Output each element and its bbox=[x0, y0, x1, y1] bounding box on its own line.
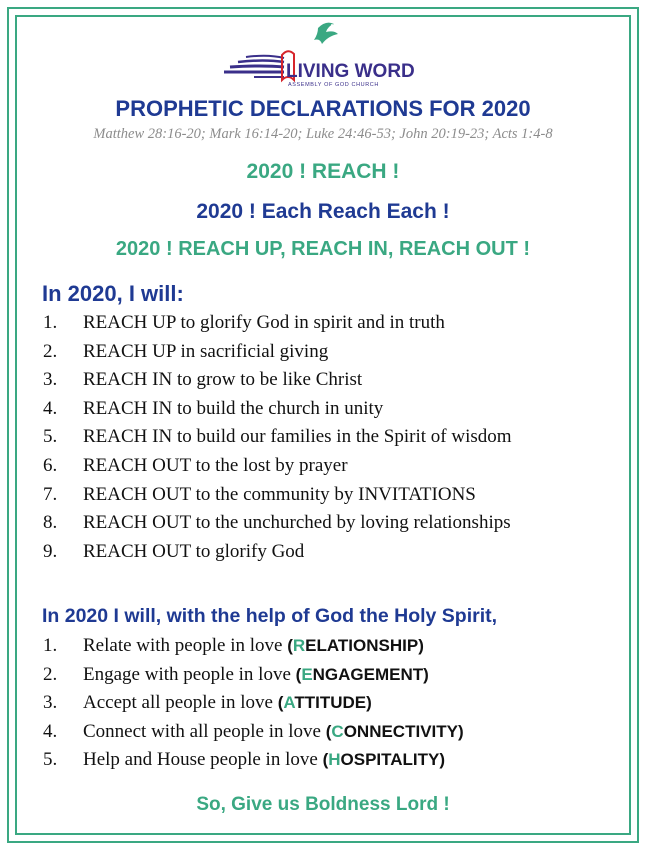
keyword-initial: E bbox=[301, 664, 313, 684]
item-text: REACH UP in sacrificial giving bbox=[83, 340, 329, 362]
item-text: REACH IN to build our families in the Spirit of wisdom bbox=[83, 426, 512, 448]
keyword-rest: ONNECTIVITY bbox=[343, 721, 458, 741]
keyword-rest: ELATIONSHIP bbox=[305, 636, 419, 655]
item-number: 5. bbox=[43, 749, 58, 771]
item-text: REACH IN to build the church in unity bbox=[83, 397, 384, 419]
paren-close: ) bbox=[423, 664, 429, 684]
item-text: REACH OUT to the community by INVITATIONS bbox=[83, 483, 476, 505]
item-sentence: Relate with people in love bbox=[83, 635, 288, 656]
keyword-rest: TTITUDE bbox=[294, 693, 367, 713]
paren-open: ( bbox=[325, 721, 332, 741]
item-number: 6. bbox=[43, 454, 58, 476]
paren-open: ( bbox=[287, 636, 293, 655]
item-number: 1. bbox=[43, 635, 58, 656]
item-keyword bbox=[278, 693, 372, 712]
paren-open: ( bbox=[277, 693, 284, 713]
section-2-heading: In 2020 I will, with the help of God the Holy Spirit, bbox=[42, 605, 498, 627]
logo-subtitle: ASSEMBLY OF GOD CHURCH bbox=[288, 82, 379, 88]
item-text: REACH OUT to the unchurched by loving relationships bbox=[83, 512, 511, 534]
item-sentence: Engage with people in love bbox=[83, 663, 296, 685]
item-text bbox=[83, 749, 445, 771]
keyword-initial: A bbox=[283, 693, 295, 713]
item-number: 4. bbox=[43, 720, 58, 742]
keyword-initial: H bbox=[328, 750, 341, 770]
scripture-references: Matthew 28:16-20; Mark 16:14-20; Luke 24:46-53; John 20:19-23; Acts 1:4-8 bbox=[93, 126, 553, 142]
item-number: 4. bbox=[43, 397, 58, 419]
item-keyword bbox=[296, 665, 429, 684]
item-text bbox=[83, 635, 424, 657]
item-number: 8. bbox=[43, 512, 58, 534]
item-sentence: Accept all people in love bbox=[83, 692, 278, 714]
logo-wordmark: LIVING WORD bbox=[286, 61, 415, 82]
item-number: 3. bbox=[43, 692, 58, 714]
keyword-initial: R bbox=[292, 636, 306, 655]
paren-open: ( bbox=[322, 750, 329, 770]
item-sentence: Connect with all people in love bbox=[83, 720, 326, 742]
item-keyword bbox=[323, 750, 445, 769]
theme-line-2: 2020 ! Each Reach Each ! bbox=[196, 200, 450, 223]
item-keyword bbox=[326, 722, 464, 741]
paren-close: ) bbox=[457, 721, 464, 741]
item-number: 5. bbox=[43, 426, 58, 448]
item-text bbox=[83, 664, 429, 686]
paren-open: ( bbox=[295, 664, 302, 684]
item-sentence: Help and House people in love bbox=[83, 749, 323, 771]
paren-close: ) bbox=[439, 750, 446, 770]
keyword-initial: C bbox=[331, 721, 344, 741]
item-number: 2. bbox=[43, 663, 58, 685]
paren-close: ) bbox=[418, 636, 424, 655]
church-logo bbox=[222, 18, 422, 90]
item-text: REACH OUT to glorify God bbox=[83, 540, 305, 562]
item-text: REACH UP to glorify God in spirit and in truth bbox=[83, 312, 445, 333]
paren-close: ) bbox=[366, 693, 372, 713]
theme-line-1: 2020 ! REACH ! bbox=[246, 160, 400, 183]
keyword-rest: OSPITALITY bbox=[340, 750, 440, 770]
keyword-rest: NGAGEMENT bbox=[312, 664, 424, 684]
item-text bbox=[83, 721, 464, 743]
theme-line-3: 2020 ! REACH UP, REACH IN, REACH OUT ! bbox=[115, 238, 531, 260]
item-keyword bbox=[287, 636, 424, 655]
page-title: PROPHETIC DECLARATIONS FOR 2020 bbox=[115, 96, 531, 121]
section-1-heading: In 2020, I will: bbox=[42, 281, 184, 306]
item-number: 9. bbox=[43, 540, 58, 562]
item-number: 1. bbox=[43, 312, 58, 333]
item-text: REACH IN to grow to be like Christ bbox=[83, 369, 363, 391]
item-text bbox=[83, 692, 372, 714]
closing-prayer: So, Give us Boldness Lord ! bbox=[196, 794, 450, 815]
item-text: REACH OUT to the lost by prayer bbox=[83, 454, 348, 476]
item-number: 2. bbox=[43, 340, 58, 362]
item-number: 3. bbox=[43, 369, 58, 391]
item-number: 7. bbox=[43, 483, 58, 505]
